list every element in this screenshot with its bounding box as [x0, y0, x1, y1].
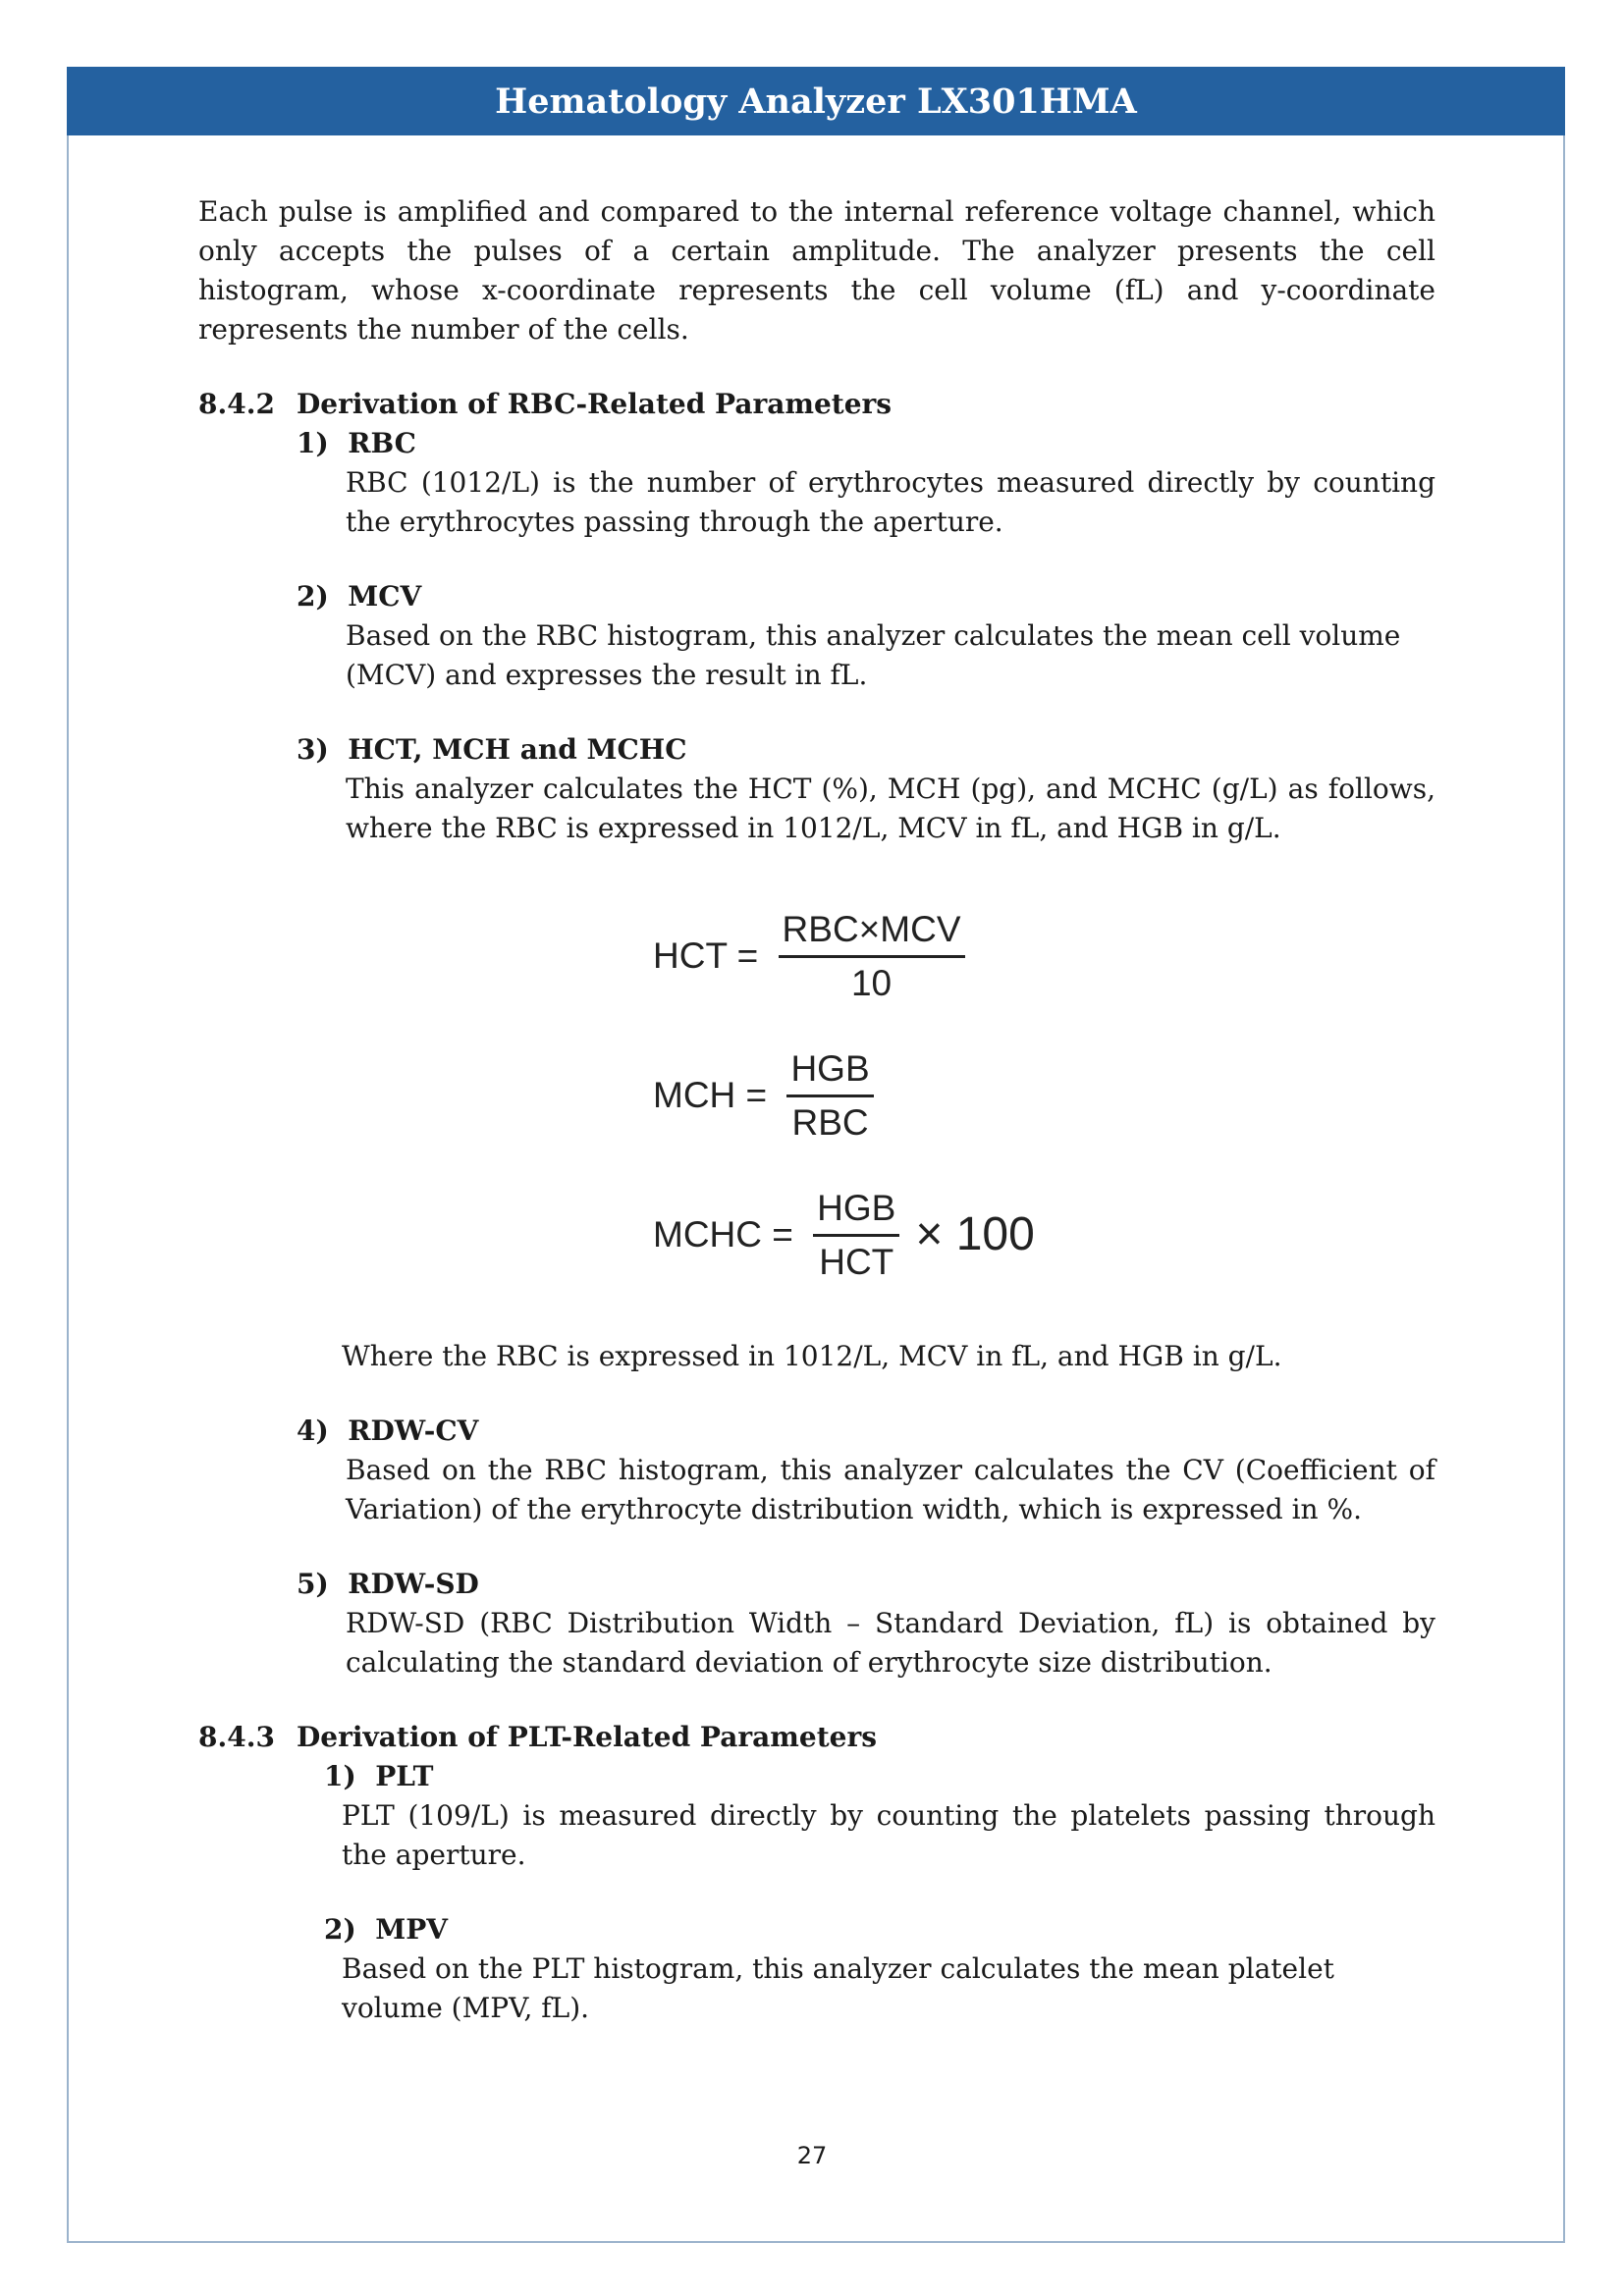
item-heading-rbc: 1) RBC	[297, 427, 416, 459]
section-title: Derivation of RBC-Related Parameters	[297, 388, 893, 420]
item-body-mpv: Based on the PLT histogram, this analyzer calculates the mean platelet volume (MPV, fL).	[342, 1952, 1334, 2024]
formula-mch	[653, 1033, 1435, 1158]
item-body-plt: PLT (109/L) is measured directly by counting the platelets passing through the aperture.	[342, 1799, 1435, 1871]
denominator: RBC	[791, 1101, 869, 1143]
item-body-mcv: Based on the RBC histogram, this analyzer calculates the mean cell volume (MCV) and expresses the result in fL.	[346, 619, 1401, 691]
fraction	[786, 1043, 873, 1148]
item-heading-mcv: 2) MCV	[297, 580, 422, 613]
formula-block	[653, 893, 1435, 1298]
numerator: RBC×MCV	[782, 908, 961, 949]
item-heading-plt: 1) PLT	[324, 1760, 434, 1792]
section-number: 8.4.2	[198, 388, 275, 420]
numerator: HGB	[790, 1047, 870, 1089]
denominator: 10	[850, 962, 893, 1003]
units-note: Where the RBC is expressed in 1012/L, MCV in fL, and HGB in g/L.	[342, 1340, 1282, 1372]
item-heading-hct-mch-mchc: 3) HCT, MCH and MCHC	[297, 733, 687, 766]
section-heading-plt	[198, 1718, 1435, 1757]
formula-lhs: MCH =	[653, 1075, 778, 1115]
denominator: HCT	[819, 1241, 894, 1282]
fraction	[779, 904, 965, 1009]
header-title: Hematology Analyzer LX301HMA	[495, 80, 1137, 122]
item-body-rdw-cv: Based on the RBC histogram, this analyzer calculates the CV (Coefficient of Variation) of the erythrocyte distribution width, which is expressed in %.	[346, 1454, 1435, 1525]
formula-lhs: HCT =	[653, 935, 769, 976]
multiplier: × 100	[915, 1208, 1035, 1260]
section-number: 8.4.3	[198, 1721, 275, 1753]
intro-paragraph: Each pulse is amplified and compared to the internal reference voltage channel, which only accepts the pulses of a certain amplitude. The analyzer presents the cell histogram, whose x-coordinate represents the cell volume (fL) and y-coordinate represents the number of the cells.	[198, 195, 1435, 346]
page-content	[198, 192, 1435, 2028]
item-body-rdw-sd: RDW-SD (RBC Distribution Width – Standard Deviation, fL) is obtained by calculating the standard deviation of erythrocyte size distribution.	[346, 1607, 1435, 1679]
formula-lhs: MCHC =	[653, 1214, 804, 1255]
formula-mchc	[653, 1172, 1435, 1298]
formula-hct	[653, 893, 1435, 1019]
page-header	[67, 67, 1565, 135]
numerator: HGB	[817, 1187, 896, 1228]
fraction	[813, 1183, 899, 1288]
section-heading-rbc	[198, 385, 1435, 424]
item-heading-rdw-cv: 4) RDW-CV	[297, 1415, 479, 1447]
item-heading-rdw-sd: 5) RDW-SD	[297, 1568, 479, 1600]
section-title: Derivation of PLT-Related Parameters	[297, 1721, 877, 1753]
item-heading-mpv: 2) MPV	[324, 1913, 448, 1946]
item-body-hct-mch-mchc: This analyzer calculates the HCT (%), MCH (pg), and MCHC (g/L) as follows, where the RBC is expressed in 1012/L, MCV in fL, and HGB in g/L.	[346, 773, 1435, 844]
page-number: 27	[796, 2142, 828, 2169]
item-body-rbc: RBC (1012/L) is the number of erythrocytes measured directly by counting the erythrocytes passing through the aperture.	[346, 466, 1435, 538]
